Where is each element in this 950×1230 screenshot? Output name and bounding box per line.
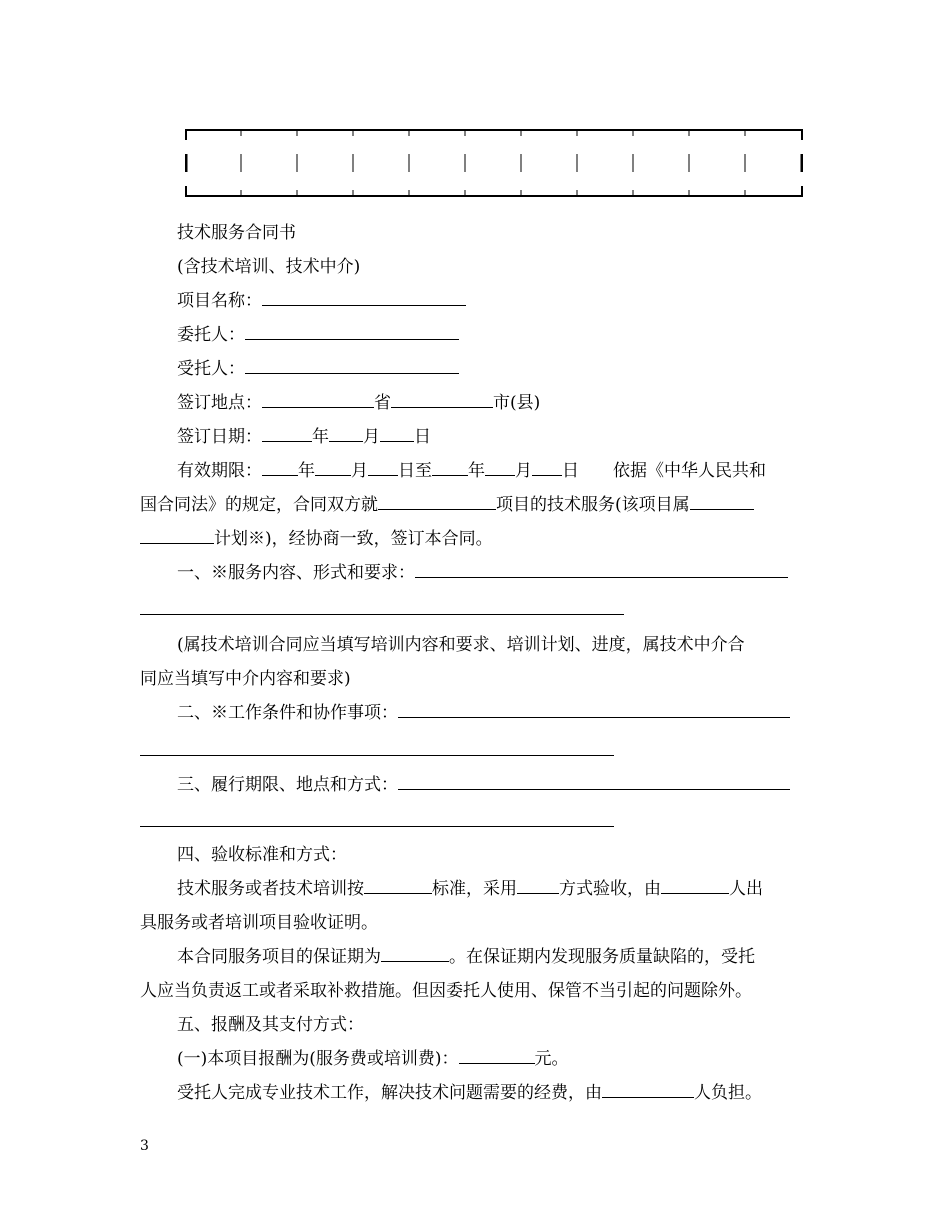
section-1-label: 一、※服务内容、形式和要求： [177, 563, 415, 583]
validity-year-label-2: 年 [468, 461, 485, 481]
project-name-blank[interactable] [262, 288, 466, 306]
validity-label: 有效期限： [177, 461, 262, 481]
validity-day-label: 日 [562, 461, 579, 481]
section-1-blank-line-2[interactable] [140, 614, 624, 615]
method-blank[interactable] [517, 876, 559, 894]
section-5-para-2 [140, 1076, 812, 1110]
validity-basis-text: 依据《中华人民共和 [613, 461, 766, 481]
valid-to-day-blank[interactable] [532, 458, 562, 476]
page-number: 3 [140, 1138, 149, 1154]
section-2-blank[interactable] [398, 700, 790, 718]
section-2-heading [140, 696, 812, 730]
valid-from-day-blank[interactable] [368, 458, 398, 476]
trustee-label: 受托人： [177, 359, 245, 379]
plan-blank-a[interactable] [690, 492, 754, 510]
section-2-label: 二、※工作条件和协作事项： [177, 703, 398, 723]
validity-line [140, 454, 812, 488]
sign-date-field [140, 420, 812, 454]
warranty-period-blank[interactable] [381, 944, 449, 962]
s5p2-text-b: 人负担。 [694, 1083, 762, 1103]
serial-number-grid [185, 128, 803, 198]
day-label: 日 [414, 427, 431, 447]
fee-amount-blank[interactable] [459, 1046, 535, 1064]
valid-to-year-blank[interactable] [432, 458, 468, 476]
section-1-heading [140, 556, 812, 590]
section-4-para-2 [140, 940, 812, 974]
valid-to-month-blank[interactable] [485, 458, 515, 476]
s4p2-text-b: 。在保证期内发现服务质量缺陷的，受托 [449, 947, 755, 967]
section-1-note-1: (属技术培训合同应当填写培训内容和要求、培训计划、进度，属技术中介合 [177, 635, 745, 655]
s4p1-text-a: 技术服务或者技术培训按 [177, 879, 364, 899]
s5p1-text-a: (一)本项目报酬为(服务费或培训费)： [177, 1049, 459, 1069]
s5p1-text-b: 元。 [534, 1049, 569, 1069]
section-3-blank-line-2[interactable] [140, 826, 614, 827]
cost-bearer-blank[interactable] [602, 1080, 694, 1098]
validity-month-label-2: 月 [515, 461, 532, 481]
province-label: 省 [374, 393, 391, 413]
validity-day-to-label: 日至 [398, 461, 432, 481]
year-label: 年 [312, 427, 329, 447]
section-5-heading: 五、报酬及其支付方式： [177, 1015, 364, 1035]
section-3-label: 三、履行期限、地点和方式： [177, 775, 398, 795]
section-4-para-1 [140, 872, 812, 906]
plan-blank-b[interactable] [140, 526, 214, 544]
client-blank[interactable] [245, 322, 459, 340]
s4p1-text-d: 人出 [729, 879, 763, 899]
s4p1-text-b: 标准，采用 [432, 879, 517, 899]
issuer-blank[interactable] [661, 876, 729, 894]
section-3-blank[interactable] [398, 772, 790, 790]
valid-from-month-blank[interactable] [315, 458, 351, 476]
validity-line3-text: 计划※)，经协商一致，签订本合同。 [214, 529, 493, 549]
city-blank[interactable] [391, 390, 493, 408]
trustee-field [140, 352, 812, 386]
section-5-para-1 [140, 1042, 812, 1076]
standard-blank[interactable] [364, 876, 432, 894]
s4p1-text-c: 方式验收，由 [559, 879, 661, 899]
validity-line-3 [140, 522, 812, 556]
section-1-blank[interactable] [415, 560, 788, 578]
section-2-blank-line-2[interactable] [140, 755, 614, 756]
sign-day-blank[interactable] [380, 424, 414, 442]
validity-month-label: 月 [351, 461, 368, 481]
trustee-blank[interactable] [245, 356, 459, 374]
sign-place-field [140, 386, 812, 420]
client-field [140, 318, 812, 352]
project-name-field [140, 284, 812, 318]
validity-line2-text-a: 国合同法》的规定，合同双方就 [140, 495, 378, 515]
province-blank[interactable] [262, 390, 374, 408]
validity-line-2 [140, 488, 812, 522]
sign-date-label: 签订日期： [177, 427, 262, 447]
s4p2-text-a: 本合同服务项目的保证期为 [177, 947, 381, 967]
project-name-label: 项目名称： [177, 291, 262, 311]
document-subtitle: (含技术培训、技术中介) [177, 257, 361, 277]
section-4-para-2-line-2: 人应当负责返工或者采取补救措施。但因委托人使用、保管不当引起的问题除外。 [140, 981, 752, 1001]
section-1-note-2: 同应当填写中介内容和要求) [140, 669, 351, 689]
city-label: 市(县) [493, 393, 541, 413]
validity-line2-text-b: 项目的技术服务(该项目属 [496, 495, 690, 515]
valid-from-year-blank[interactable] [262, 458, 298, 476]
month-label: 月 [363, 427, 380, 447]
section-4-para-1-line-2: 具服务或者培训项目验收证明。 [140, 913, 378, 933]
sign-place-label: 签订地点： [177, 393, 262, 413]
s5p2-text-a: 受托人完成专业技术工作，解决技术问题需要的经费，由 [177, 1083, 602, 1103]
section-4-heading: 四、验收标准和方式： [177, 845, 347, 865]
client-label: 委托人： [177, 325, 245, 345]
validity-year-label: 年 [298, 461, 315, 481]
sign-year-blank[interactable] [262, 424, 312, 442]
section-3-heading [140, 768, 812, 802]
sign-month-blank[interactable] [329, 424, 363, 442]
project-blank[interactable] [378, 492, 496, 510]
document-title: 技术服务合同书 [177, 223, 296, 243]
